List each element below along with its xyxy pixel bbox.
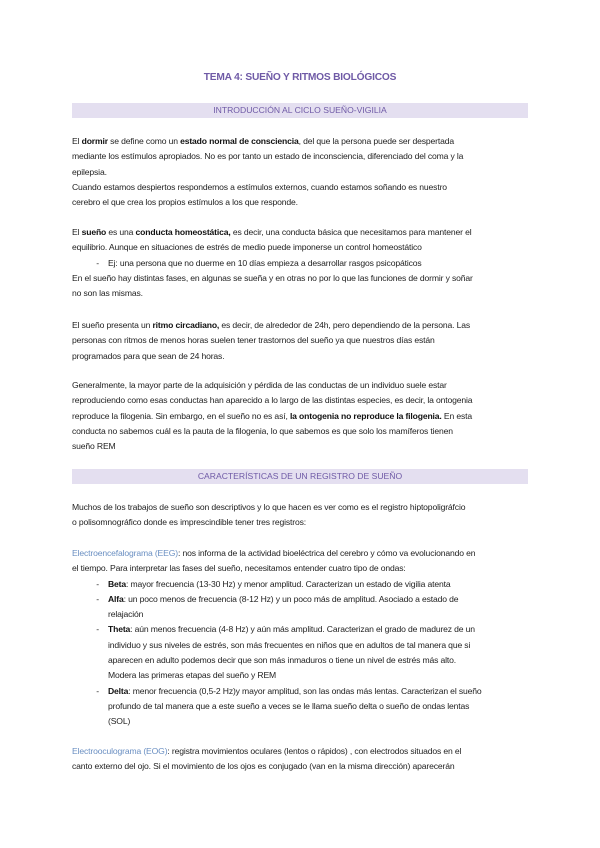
wave-description: profundo de tal manera que a este sueño a veces se le llama sueño delta o sueño de ondas lentas: [108, 700, 470, 711]
wave-item-line: [72, 684, 528, 699]
bold-term: dormir: [81, 136, 108, 146]
paragraph-line: personas con ritmos de menos horas suelen tener trastornos del sueño ya que nuestros días están: [72, 335, 435, 346]
text-run: es decir, de alrededor de 24h, pero dependiendo de la persona. Las: [219, 320, 470, 330]
wave-name: Theta: [108, 624, 131, 635]
wave-item-line: [72, 638, 528, 653]
paragraph-line: [72, 225, 528, 240]
bold-term: sueño: [81, 227, 107, 237]
bold-term: estado normal de consciencia: [180, 136, 299, 146]
bullet-item: [72, 256, 528, 271]
text-run: : registra movimientos oculares (lentos o rápidos) , con electrodos situados en el: [167, 746, 462, 756]
paragraph-line: epilepsia.: [72, 166, 107, 177]
bold-term: conducta homeostática,: [135, 227, 231, 237]
paragraph-line: sueño REM: [72, 441, 116, 452]
wave-item-line: [72, 653, 528, 668]
paragraph-line: Cuando estamos despiertos respondemos a estímulos externos, cuando estamos soñando es nuestro: [72, 181, 447, 192]
text-run: : nos informa de la actividad bioeléctrica del cerebro y cómo va evolucionando en: [177, 548, 476, 558]
paragraph-line: Muchos de los trabajos de sueño son descriptivos y lo que hacen es ver como es el registro hiptopoligráfcio: [72, 502, 466, 512]
paragraph-eog: [72, 744, 528, 775]
paragraph-line: el tiempo. Para interpretar las fases del sueño, necesitamos entender cuatro tipo de ondas:: [72, 563, 406, 574]
wave-description: aparecen en adulto podemos decir que son más inmaduros o tiene un nivel de estrés más alto.: [108, 655, 456, 666]
paragraph-line: [72, 409, 528, 424]
section-heading-intro: INTRODUCCIÓN AL CICLO SUEÑO-VIGILIA: [72, 103, 528, 118]
wave-item-line: [72, 592, 528, 607]
text-run: se define como un: [107, 136, 181, 146]
wave-name: Beta: [108, 578, 127, 589]
wave-description: : menor frecuencia (0,5-2 Hz)y mayor amplitud, son las ondas más lentas. Caracterizan el sueño: [128, 685, 482, 696]
wave-item-line: [72, 714, 528, 729]
paragraph-line: cerebro el que crea los propios estímulos a los que responde.: [72, 197, 298, 208]
wave-description: : un poco menos de frecuencia (8-12 Hz) y un poco más de amplitud. Asociado a estado de: [123, 593, 459, 604]
paragraph-line: [72, 318, 528, 333]
wave-item-line: [72, 668, 528, 683]
page-title: TEMA 4: SUEÑO Y RITMOS BIOLÓGICOS: [203, 72, 397, 83]
paragraph-eeg: [72, 546, 528, 730]
bullet-dash: -: [96, 624, 99, 635]
wave-description: (SOL): [108, 716, 131, 727]
paragraph-line: o polisomnográfico donde es imprescindible tener tres registros:: [72, 517, 307, 528]
paragraph-line: canto externo del ojo. Si el movimiento de los ojos es conjugado (van en la misma dirección) aparecerán: [72, 761, 455, 772]
wave-item-line: [72, 607, 528, 622]
wave-description: Modera las primeras etapas del sueño y REM: [108, 670, 277, 681]
text-run: En esta: [441, 410, 473, 421]
bold-term: ritmo circadiano,: [152, 320, 220, 330]
wave-description: relajación: [108, 609, 144, 620]
eog-term: Electrooculograma (EOG): [72, 746, 168, 756]
text-run: , del que la persona puede ser despertada: [298, 136, 454, 146]
text-run: El: [72, 227, 82, 237]
bullet-dash: -: [96, 578, 99, 589]
paragraph-line: programados para que sean de 24 horas.: [72, 350, 225, 361]
bullet-dash: -: [96, 685, 99, 696]
section-heading-registro: CARACTERÍSTICAS DE UN REGISTRO DE SUEÑO: [72, 469, 528, 484]
wave-description: individuo y sus niveles de estrés, son más frecuentes en niños que en adultos de tal manera que si: [108, 639, 471, 650]
bullet-text: Ej: una persona que no duerme en 10 días empieza a desarrollar rasgos psicopáticos: [108, 257, 422, 268]
wave-description: : mayor frecuencia (13-30 Hz) y menor amplitud. Caracterizan un estado de vigilia atenta: [126, 578, 451, 589]
paragraph-line: [72, 134, 528, 149]
text-run: es decir, una conducta básica que necesitamos para mantener el: [230, 227, 472, 237]
wave-item-line: [72, 622, 528, 637]
wave-name: Alfa: [108, 593, 124, 604]
text-run: El sueño presenta un: [72, 320, 153, 330]
paragraph-line: conducta no sabemos cuál es la pauta de la filogenia, lo que sabemos es que solo los mamíferos tienen: [72, 425, 453, 436]
text-run: El: [72, 136, 82, 146]
text-run: es una: [106, 227, 136, 237]
paragraph-line: [72, 744, 528, 759]
paragraph-ritmo-circadiano: [72, 318, 528, 364]
paragraph-line: [72, 546, 528, 561]
paragraph-line: equilibrio. Aunque en situaciones de estrés de medio puede imponerse un control homeostático: [72, 242, 422, 253]
paragraph-registros: [72, 500, 528, 531]
paragraph-line: En el sueño hay distintas fases, en algunas se sueña y en otras no por lo que las funciones de dormir y soñar: [72, 272, 473, 283]
eeg-term: Electroencefalograma (EEG): [72, 548, 178, 558]
text-run: reproduce la filogenia. Sin embargo, en el sueño no es así,: [72, 410, 290, 421]
paragraph-line: mediante los estímulos apropiados. No es por tanto un estado de inconsciencia, diferenciado del coma y la: [72, 151, 464, 162]
bold-term: la ontogenia no reproduce la filogenia.: [289, 410, 442, 421]
paragraph-ontogenia: [72, 378, 528, 454]
paragraph-dormir: [72, 134, 528, 210]
bullet-dash: -: [96, 593, 99, 604]
paragraph-line: reproduciendo como esas conductas han aparecido a lo largo de las distintas especies, es decir, la ontogenia: [72, 395, 473, 406]
paragraph-sueno-homeostatico: [72, 225, 528, 301]
wave-list: [72, 577, 528, 730]
wave-description: : aún menos frecuencia (4-8 Hz) y aún más amplitud. Caracterizan el grado de madurez de un: [130, 624, 475, 635]
wave-item-line: [72, 577, 528, 592]
bullet-dash: -: [96, 257, 99, 268]
paragraph-line: no son las mismas.: [72, 288, 143, 299]
wave-item-line: [72, 699, 528, 714]
wave-name: Delta: [108, 685, 129, 696]
paragraph-line: Generalmente, la mayor parte de la adquisición y pérdida de las conductas de un individuo suele estar: [72, 380, 447, 390]
